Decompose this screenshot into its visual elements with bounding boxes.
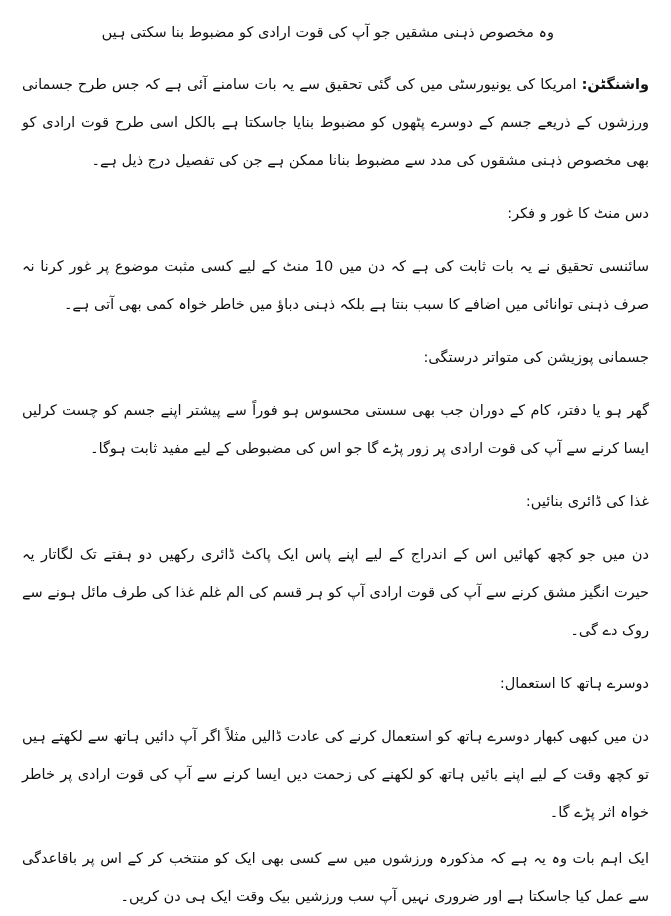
section-body-food-diary: دن میں جو کچھ کھائیں اس کے اندراج کے لیے اپنے پاس ایک پاکٹ ڈائری رکھیں دو ہفتے تک لگاتار یہ حیرت انگیز مشق کرنے سے آپ کی قوت ارادی آپ کو ہر قسم کی الم غلم غذا کی طرف مائل ہونے سے روک دے گی۔ xyxy=(22,547,649,639)
section-heading-reflection: دس منٹ کا غور و فکر: xyxy=(507,206,649,222)
section-body-other-hand: دن میں کبھی کبھار دوسرے ہاتھ کو استعمال کرنے کی عادت ڈالیں مثلاً اگر آپ دائیں ہاتھ سے لکھتے ہیں تو کچھ وقت کے لیے اپنے بائیں ہاتھ کو لکھنے کی زحمت دیں ایسا کرنے سے آپ کی قوت ارادی پر خاطر خواہ اثر پڑے گا۔ xyxy=(22,729,649,821)
section-body-reflection: سائنسی تحقیق نے یہ بات ثابت کی ہے کہ دن میں 10 منٹ کے لیے کسی مثبت موضوع پر غور کرنا نہ صرف ذہنی توانائی میں اضافے کا سبب بنتا ہے بلکہ ذہنی دباؤ میں خاطر خواہ کمی بھی آتی ہے۔ xyxy=(22,259,649,313)
section-body-posture: گھر ہو یا دفتر، کام کے دوران جب بھی سستی محسوس ہو فوراً سے پیشتر اپنے جسم کو چست کرلیں ایسا کرنے سے آپ کی قوت ارادی پر زور پڑے گا جو اس کی مضبوطی کے لیے مفید ثابت ہوگا۔ xyxy=(22,403,649,457)
section-heading-posture: جسمانی پوزیشن کی متواتر درستگی: xyxy=(423,350,649,366)
intro-paragraph xyxy=(22,66,649,180)
intro-text: امریکا کی یونیورسٹی میں کی گئی تحقیق سے یہ بات سامنے آئی ہے کہ جس طرح جسمانی ورزشوں کے ذریعے جسم کے دوسرے پٹھوں کو مضبوط بنایا جاسکتا ہے بالکل اسی طرح قوت ارادی کو بھی مخصوص ذہنی مشقوں کی مدد سے مضبوط بنانا ممکن ہے جن کی تفصیل درج ذیل ہے۔ xyxy=(22,77,649,169)
dateline: واشنگٹن: xyxy=(581,77,649,93)
section-heading-food-diary: غذا کی ڈائری بنائیں: xyxy=(525,494,649,510)
article-title: وہ مخصوص ذہنی مشقیں جو آپ کی قوت ارادی کو مضبوط بنا سکتی ہیں xyxy=(101,25,554,41)
conclusion-paragraph: ایک اہم بات وہ یہ ہے کہ مذکورہ ورزشوں میں سے کسی بھی ایک کو منتخب کر کے اس پر باقاعدگی سے عمل کیا جاسکتا ہے اور ضروری نہیں آپ سب ورزشیں بیک وقت ایک ہی دن کریں۔ xyxy=(22,851,649,905)
section-heading-other-hand: دوسرے ہاتھ کا استعمال: xyxy=(499,676,649,692)
